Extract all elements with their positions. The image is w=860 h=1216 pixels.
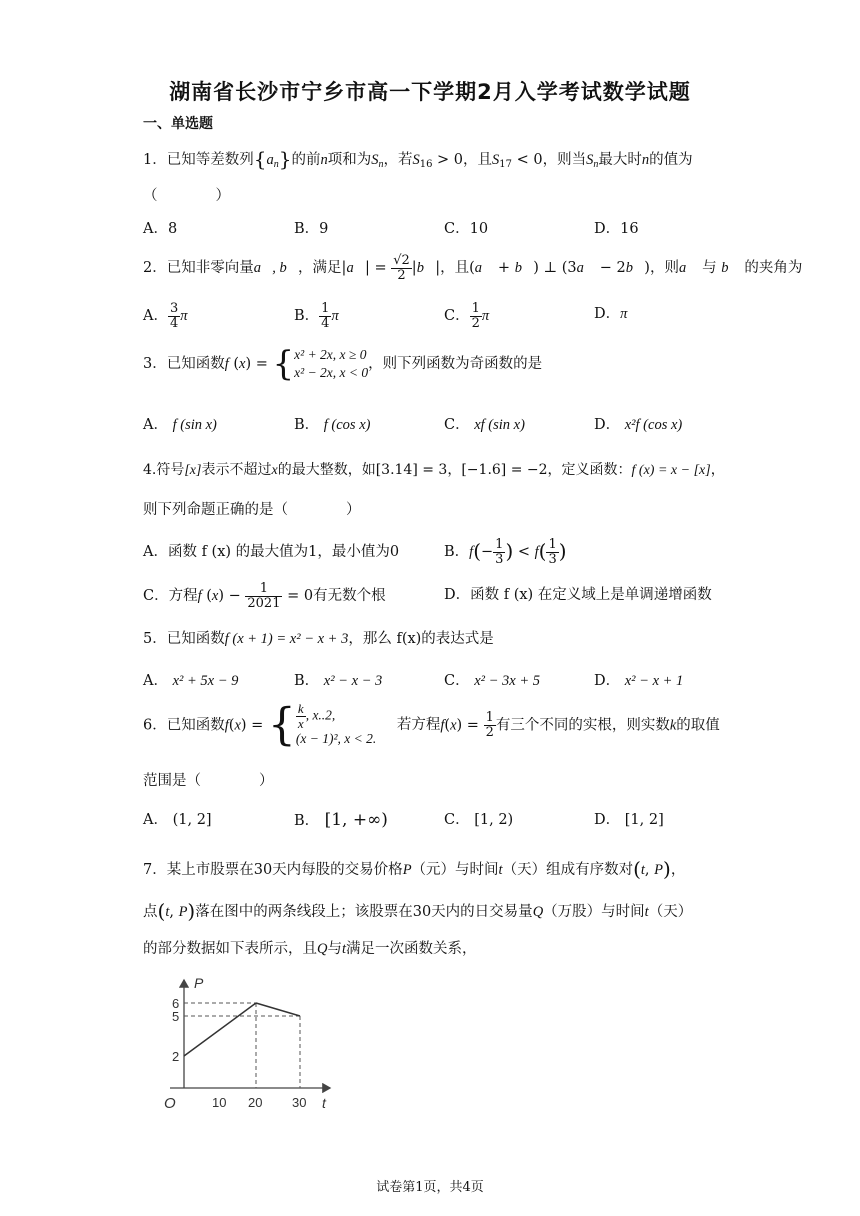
q4-option-c: C．方程f (x) − $\frac{1}{2021}$ = 0有无数个根 <box>143 581 386 611</box>
question-7-line3: 的部分数据如下表所示，且Q与t满足一次函数关系， <box>143 941 477 957</box>
question-6-stem: 6．已知函数f(x) = { $\frac{k}{x}$ , x..2, (x − 1)², x < 2. 若方程f(x) = $\frac{1}{2}$ 有三个不同的实根，则实数k的取值 <box>143 699 720 751</box>
q2-option-a: A． $\frac{3}{4}$ π <box>143 301 188 331</box>
question-1-stem: 1．已知等差数列$\{a_n\}$的前n项和为$S_n$，若$S_{16} > 0$，且$S_{17} < 0$，则当$S_n$最大时n的值为 <box>143 147 693 171</box>
q5-option-d: D． x² − x + 1 <box>594 673 684 689</box>
q2-option-b: B． $\frac{1}{4}$ π <box>294 301 339 331</box>
y-axis-label: P <box>194 975 204 991</box>
question-2-stem: 2．已知非零向量a⃗, b⃗，满足|a⃗| = $\frac{√2}{2}$ |b⃗|，且(a⃗ + b⃗) ⊥ (3a⃗ − 2b⃗)，则a⃗ 与 b⃗ 的夹角为 <box>143 253 803 283</box>
q1-option-d: D．16 <box>594 221 639 237</box>
question-4-stem: 4.符号[x]表示不超过x的最大整数，如[3.14] = 3，[−1.6] = −2，定义函数：f (x) = x − [x]， <box>143 462 725 478</box>
q1-option-a: A．8 <box>143 221 178 237</box>
question-7-line2: 点(t, P)落在图中的两条线段上；该股票在30天内的日交易量Q（万股）与时间t（天） <box>143 899 693 923</box>
q6-option-b: B． [1, +∞) <box>294 810 388 830</box>
question-4-line2: 则下列命题正确的是（ ） <box>143 502 361 518</box>
q5-option-a: A． x² + 5x − 9 <box>143 673 239 689</box>
q3-option-a: A． f (sin x) <box>143 417 217 433</box>
q3-option-b: B． f (cos x) <box>294 417 371 433</box>
q6-option-d: D． [1, 2] <box>594 812 664 828</box>
y-tick-2: 2 <box>172 1049 180 1064</box>
question-6-line2: 范围是（ ） <box>143 773 274 789</box>
q1-option-c: C．10 <box>444 221 489 237</box>
q3-option-d: D． x²f (cos x) <box>594 417 683 433</box>
section-heading: 一、单选题 <box>143 116 213 132</box>
q4-option-b: B．f(− $\frac{1}{3}$ ) < f( $\frac{1}{3}$ ) <box>444 537 567 567</box>
question-1-paren: （ ） <box>143 188 230 204</box>
y-tick-6: 6 <box>172 996 180 1011</box>
x-tick-30: 30 <box>292 1095 307 1110</box>
q6-option-a: A． (1, 2] <box>143 812 212 828</box>
q6-option-c: C． [1, 2) <box>444 812 514 828</box>
x-tick-10: 10 <box>212 1095 227 1110</box>
segment-1 <box>184 1003 256 1056</box>
question-3-stem: 3．已知函数f (x) = { x² + 2x, x ≥ 0 x² − 2x, x < 0 ，则下列函数为奇函数的是 <box>143 344 543 385</box>
page-title: 湖南省长沙市宁乡市高一下学期2月入学考试数学试题 <box>169 80 691 104</box>
q2-option-d: D．π <box>594 306 628 322</box>
y-tick-5: 5 <box>172 1009 180 1024</box>
origin-label: O <box>164 1095 176 1112</box>
price-time-graph <box>150 970 350 1120</box>
q3-option-c: C． xf (sin x) <box>444 417 525 433</box>
question-5-stem: 5．已知函数f (x + 1) = x² − x + 3，那么 f(x)的表达式是 <box>143 631 494 647</box>
q5-option-b: B． x² − x − 3 <box>294 673 383 689</box>
x-axis-label: t <box>322 1095 326 1111</box>
q5-option-c: C． x² − 3x + 5 <box>444 673 541 689</box>
segment-2 <box>256 1003 300 1016</box>
q1-option-b: B．9 <box>294 221 329 237</box>
question-7-line1: 7．某上市股票在30天内每股的交易价格P（元）与时间t（天）组成有序数对(t, P)， <box>143 857 686 881</box>
page-footer: 试卷第1页，共4页 <box>376 1180 484 1195</box>
q4-option-d: D．函数 f (x) 在定义域上是单调递增函数 <box>444 587 712 603</box>
q2-option-c: C． $\frac{1}{2}$ π <box>444 301 490 331</box>
q4-option-a: A．函数 f (x) 的最大值为1，最小值为0 <box>143 544 400 560</box>
x-tick-20: 20 <box>248 1095 263 1110</box>
